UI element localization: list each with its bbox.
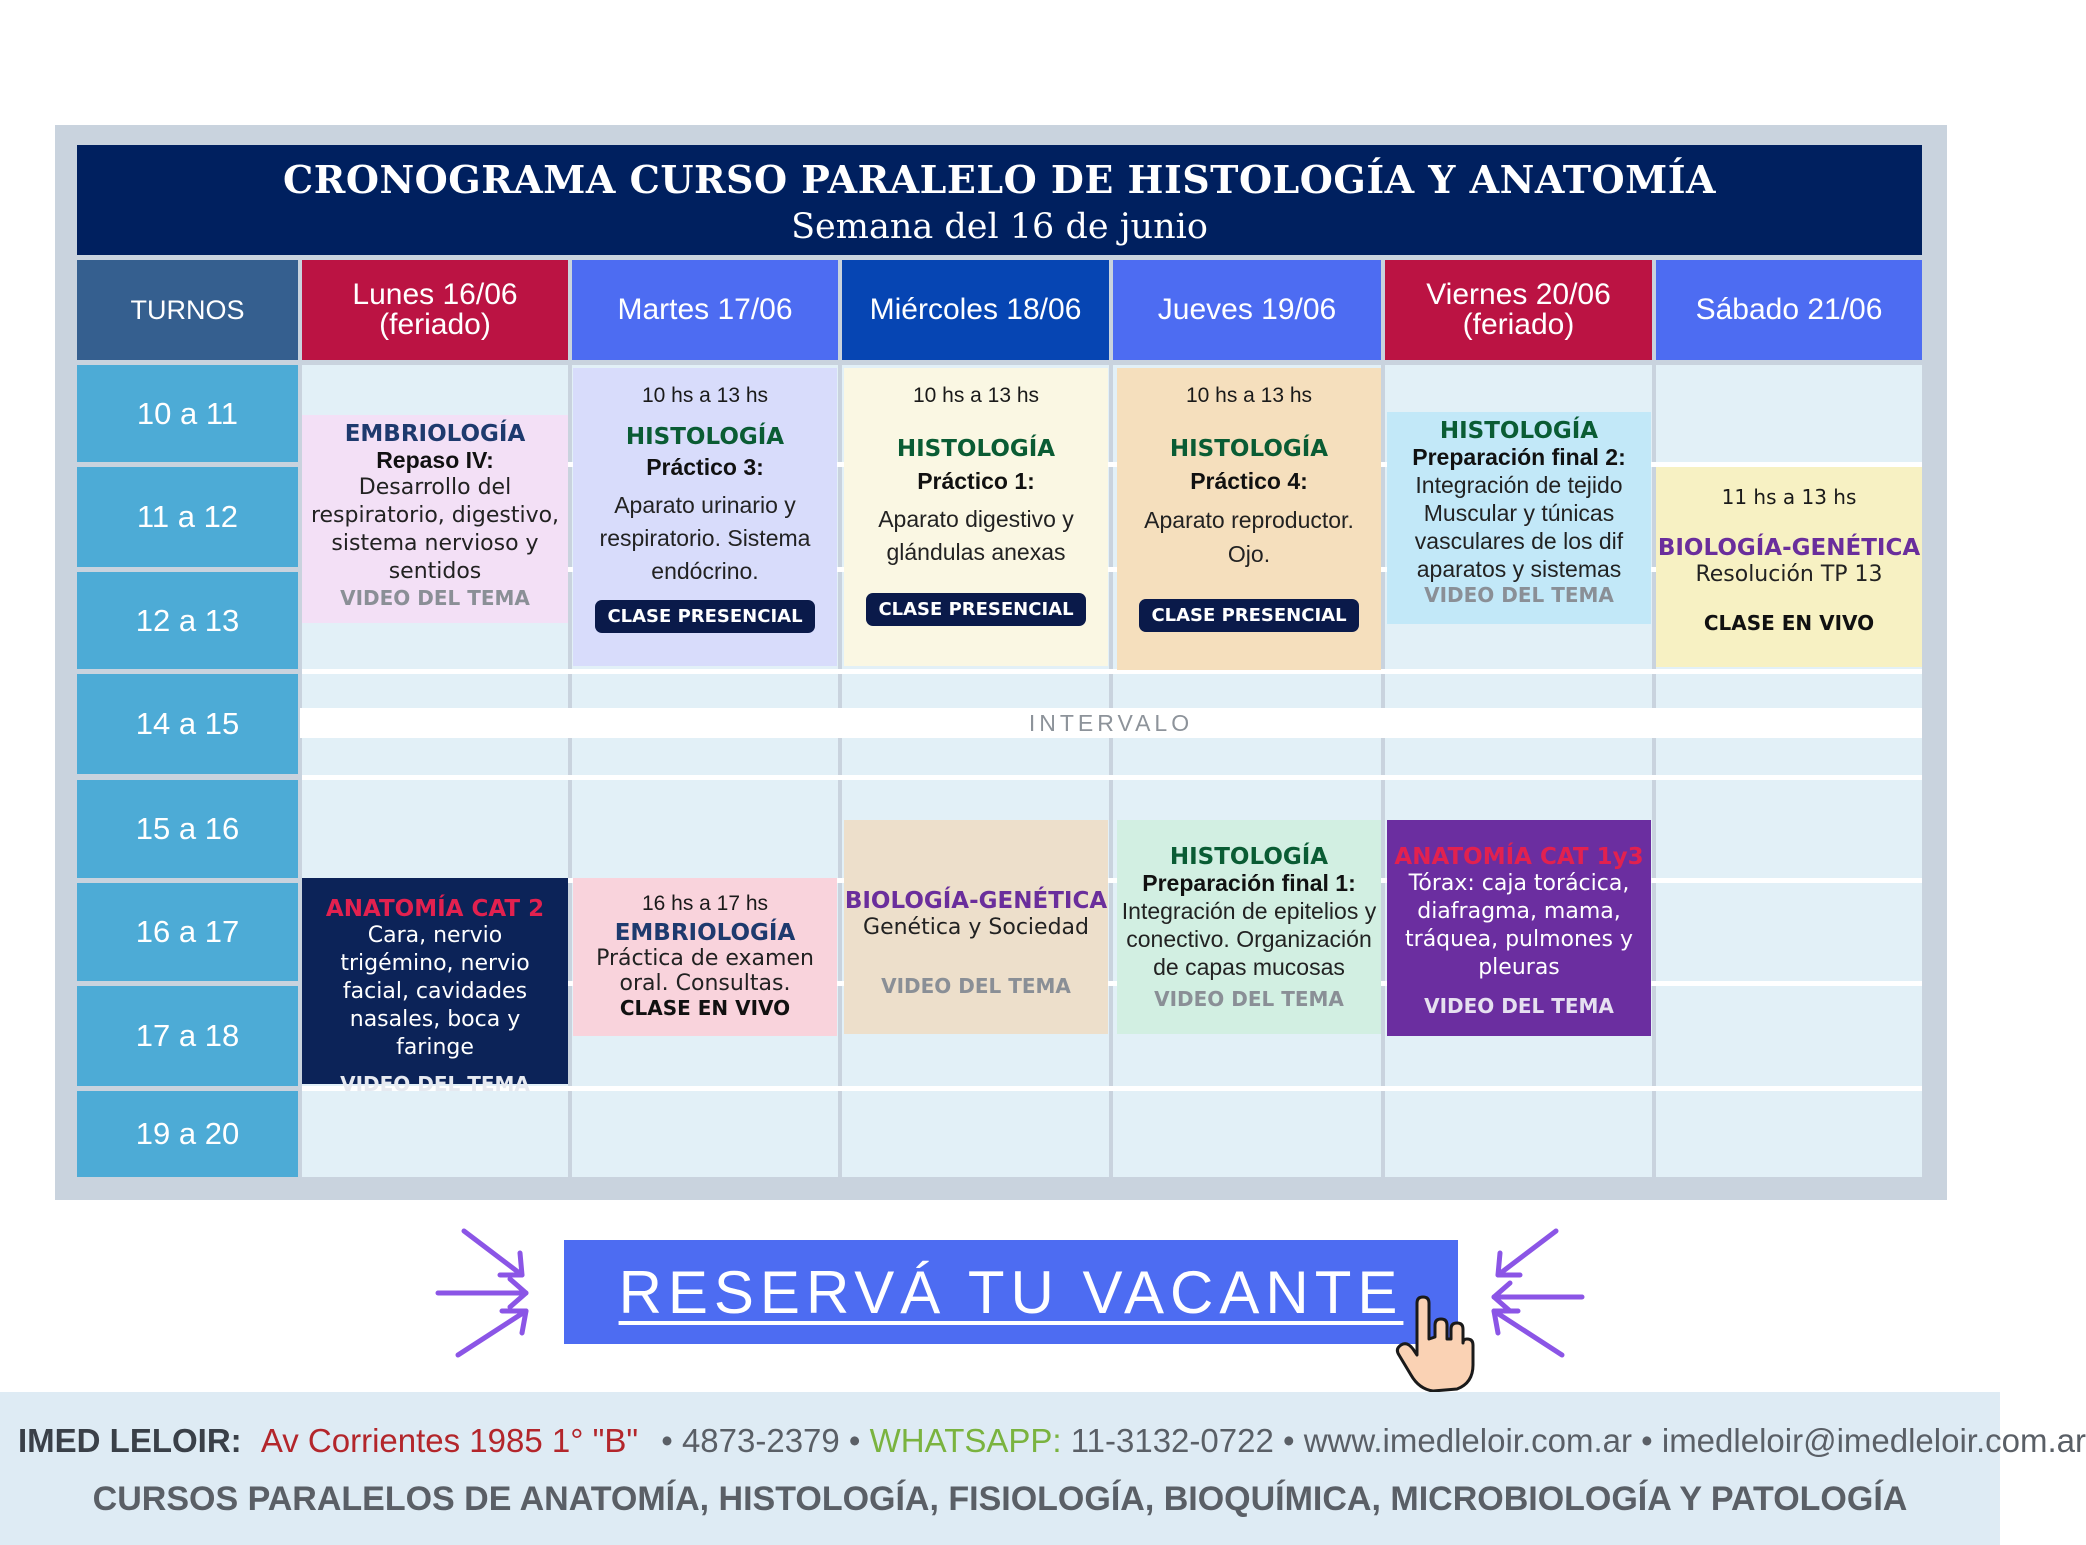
event-tag: VIDEO DEL TEMA (1424, 994, 1614, 1018)
day-header-wednesday: Miércoles 18/06 (842, 260, 1109, 360)
clase-presencial-badge: CLASE PRESENCIAL (866, 593, 1085, 626)
clase-en-vivo-tag: CLASE EN VIVO (1703, 611, 1875, 635)
event-friday-am (1387, 412, 1651, 624)
event-subject: HISTOLOGÍA (625, 424, 785, 450)
event-tuesday-pm (573, 878, 837, 1036)
event-subtitle: Práctico 3: (646, 454, 764, 480)
event-description: Práctica de examen oral. Consultas. (596, 946, 814, 996)
event-subtitle: Repaso IV: (376, 447, 494, 473)
day-header-tuesday: Martes 17/06 (572, 260, 838, 360)
event-monday-am (302, 415, 568, 623)
event-time: 16 hs a 17 hs (641, 892, 769, 915)
reserve-vacancy-label: RESERVÁ TU VACANTE (618, 1259, 1404, 1326)
event-description: Cara, nervio trigémino, nervio facial, cavidades nasales, boca y faringe (340, 923, 530, 1060)
arrows-right-icon (1480, 1225, 1590, 1365)
event-description: Genética y Sociedad (863, 915, 1089, 940)
event-time: 10 hs a 13 hs (912, 384, 1040, 407)
event-description: Aparato reproductor. Ojo. (1144, 507, 1354, 567)
clase-en-vivo-tag: CLASE EN VIVO (619, 996, 791, 1020)
page-title: CRONOGRAMA CURSO PARALELO DE HISTOLOGÍA Y ANATOMÍA (283, 157, 1716, 202)
event-tag: VIDEO DEL TEMA (340, 586, 530, 610)
time-slot-19-20: 19 a 20 (77, 1091, 298, 1177)
turnos-header: TURNOS (77, 260, 298, 360)
week-subtitle: Semana del 16 de junio (791, 207, 1208, 247)
footer-email-link[interactable]: imedleloir@imedleloir.com.ar (1661, 1422, 2086, 1459)
event-thursday-pm (1117, 820, 1381, 1034)
event-description: Integración de epitelios y conectivo. Organización de capas mucosas (1121, 898, 1377, 980)
event-subject: BIOLOGÍA-GENÉTICA (1657, 535, 1921, 561)
event-subtitle: Práctico 4: (1190, 468, 1308, 494)
event-subject: BIOLOGÍA-GENÉTICA (844, 888, 1108, 914)
time-slot-14-15: 14 a 15 (77, 674, 298, 774)
event-subtitle: Preparación final 2: (1412, 444, 1626, 470)
time-slot-16-17: 16 a 17 (77, 883, 298, 981)
event-description: Desarrollo del respiratorio, digestivo, sistema nervioso y sentidos (310, 475, 560, 584)
time-slot-12-13: 12 a 13 (77, 572, 298, 669)
footer (0, 1392, 2086, 1545)
event-monday-pm (302, 878, 568, 1096)
footer-website-link[interactable]: • www.imedleloir.com.ar • (1282, 1422, 1653, 1459)
footer-whatsapp-label: WHATSAPP: (869, 1422, 1062, 1459)
event-tag: VIDEO DEL TEMA (1424, 583, 1614, 607)
footer-courses: CURSOS PARALELOS DE ANATOMÍA, HISTOLOGÍA, FISIOLOGÍA, BIOQUÍMICA, MICROBIOLOGÍA Y PATOLOGÍA (92, 1480, 1908, 1518)
event-time: 11 hs a 13 hs (1721, 485, 1857, 509)
event-wednesday-am (844, 368, 1108, 666)
event-subject: HISTOLOGÍA (1169, 436, 1329, 462)
title-banner (77, 145, 1922, 255)
event-time: 10 hs a 13 hs (641, 384, 769, 407)
day-header-saturday: Sábado 21/06 (1656, 260, 1922, 360)
event-subject: HISTOLOGÍA (896, 436, 1056, 462)
event-description: Resolución TP 13 (1695, 562, 1883, 587)
day-header-thursday: Jueves 19/06 (1113, 260, 1381, 360)
event-friday-pm (1387, 820, 1651, 1036)
event-tag: VIDEO DEL TEMA (340, 1072, 530, 1096)
event-description: Aparato urinario y respiratorio. Sistema endócrino. (599, 492, 811, 584)
event-subtitle: Preparación final 1: (1142, 870, 1356, 896)
event-thursday-am (1117, 368, 1381, 670)
row-divider (302, 775, 1922, 780)
clase-presencial-badge: CLASE PRESENCIAL (595, 600, 814, 633)
event-subject: EMBRIOLOGÍA (344, 421, 526, 447)
pointer-hand-icon (1395, 1295, 1477, 1395)
event-subject: ANATOMÍA CAT 2 (325, 896, 545, 922)
footer-whatsapp-number: 11-3132-0722 (1070, 1422, 1274, 1459)
event-subject: HISTOLOGÍA (1439, 418, 1599, 444)
intervalo-band: INTERVALO (300, 708, 1922, 738)
event-subject: ANATOMÍA CAT 1y3 (1394, 844, 1644, 870)
time-slot-10-11: 10 a 11 (77, 365, 298, 462)
event-saturday-am (1656, 467, 1922, 667)
clase-presencial-badge: CLASE PRESENCIAL (1139, 599, 1358, 632)
footer-phone: • 4873-2379 • (661, 1422, 861, 1459)
day-header-friday: Viernes 20/06 (feriado) (1385, 260, 1652, 360)
event-tag: VIDEO DEL TEMA (1154, 987, 1344, 1011)
event-tag: VIDEO DEL TEMA (881, 974, 1071, 998)
footer-contact-line (18, 1422, 2086, 1460)
event-description: Integración de tejido Muscular y túnicas vasculares de los dif aparatos y sistemas (1414, 472, 1624, 582)
time-slot-15-16: 15 a 16 (77, 780, 298, 878)
event-description: Aparato digestivo y glándulas anexas (878, 506, 1074, 565)
row-divider (302, 669, 1922, 674)
event-subtitle: Práctico 1: (917, 468, 1035, 494)
time-slot-11-12: 11 a 12 (77, 467, 298, 567)
event-description: Tórax: caja torácica, diafragma, mama, tráquea, pulmones y pleuras (1405, 871, 1633, 980)
event-subject: HISTOLOGÍA (1169, 844, 1329, 870)
event-subject: EMBRIOLOGÍA (614, 920, 796, 946)
arrows-left-icon (430, 1225, 540, 1365)
event-wednesday-pm (844, 820, 1108, 1034)
event-time: 10 hs a 13 hs (1185, 384, 1313, 407)
event-tuesday-am (573, 368, 837, 666)
time-slot-17-18: 17 a 18 (77, 986, 298, 1086)
day-header-monday: Lunes 16/06 (feriado) (302, 260, 568, 360)
footer-address: Av Corrientes 1985 1° "B" (260, 1422, 639, 1459)
footer-brand: IMED LELOIR: (18, 1422, 242, 1459)
reserve-vacancy-button[interactable] (564, 1240, 1458, 1344)
